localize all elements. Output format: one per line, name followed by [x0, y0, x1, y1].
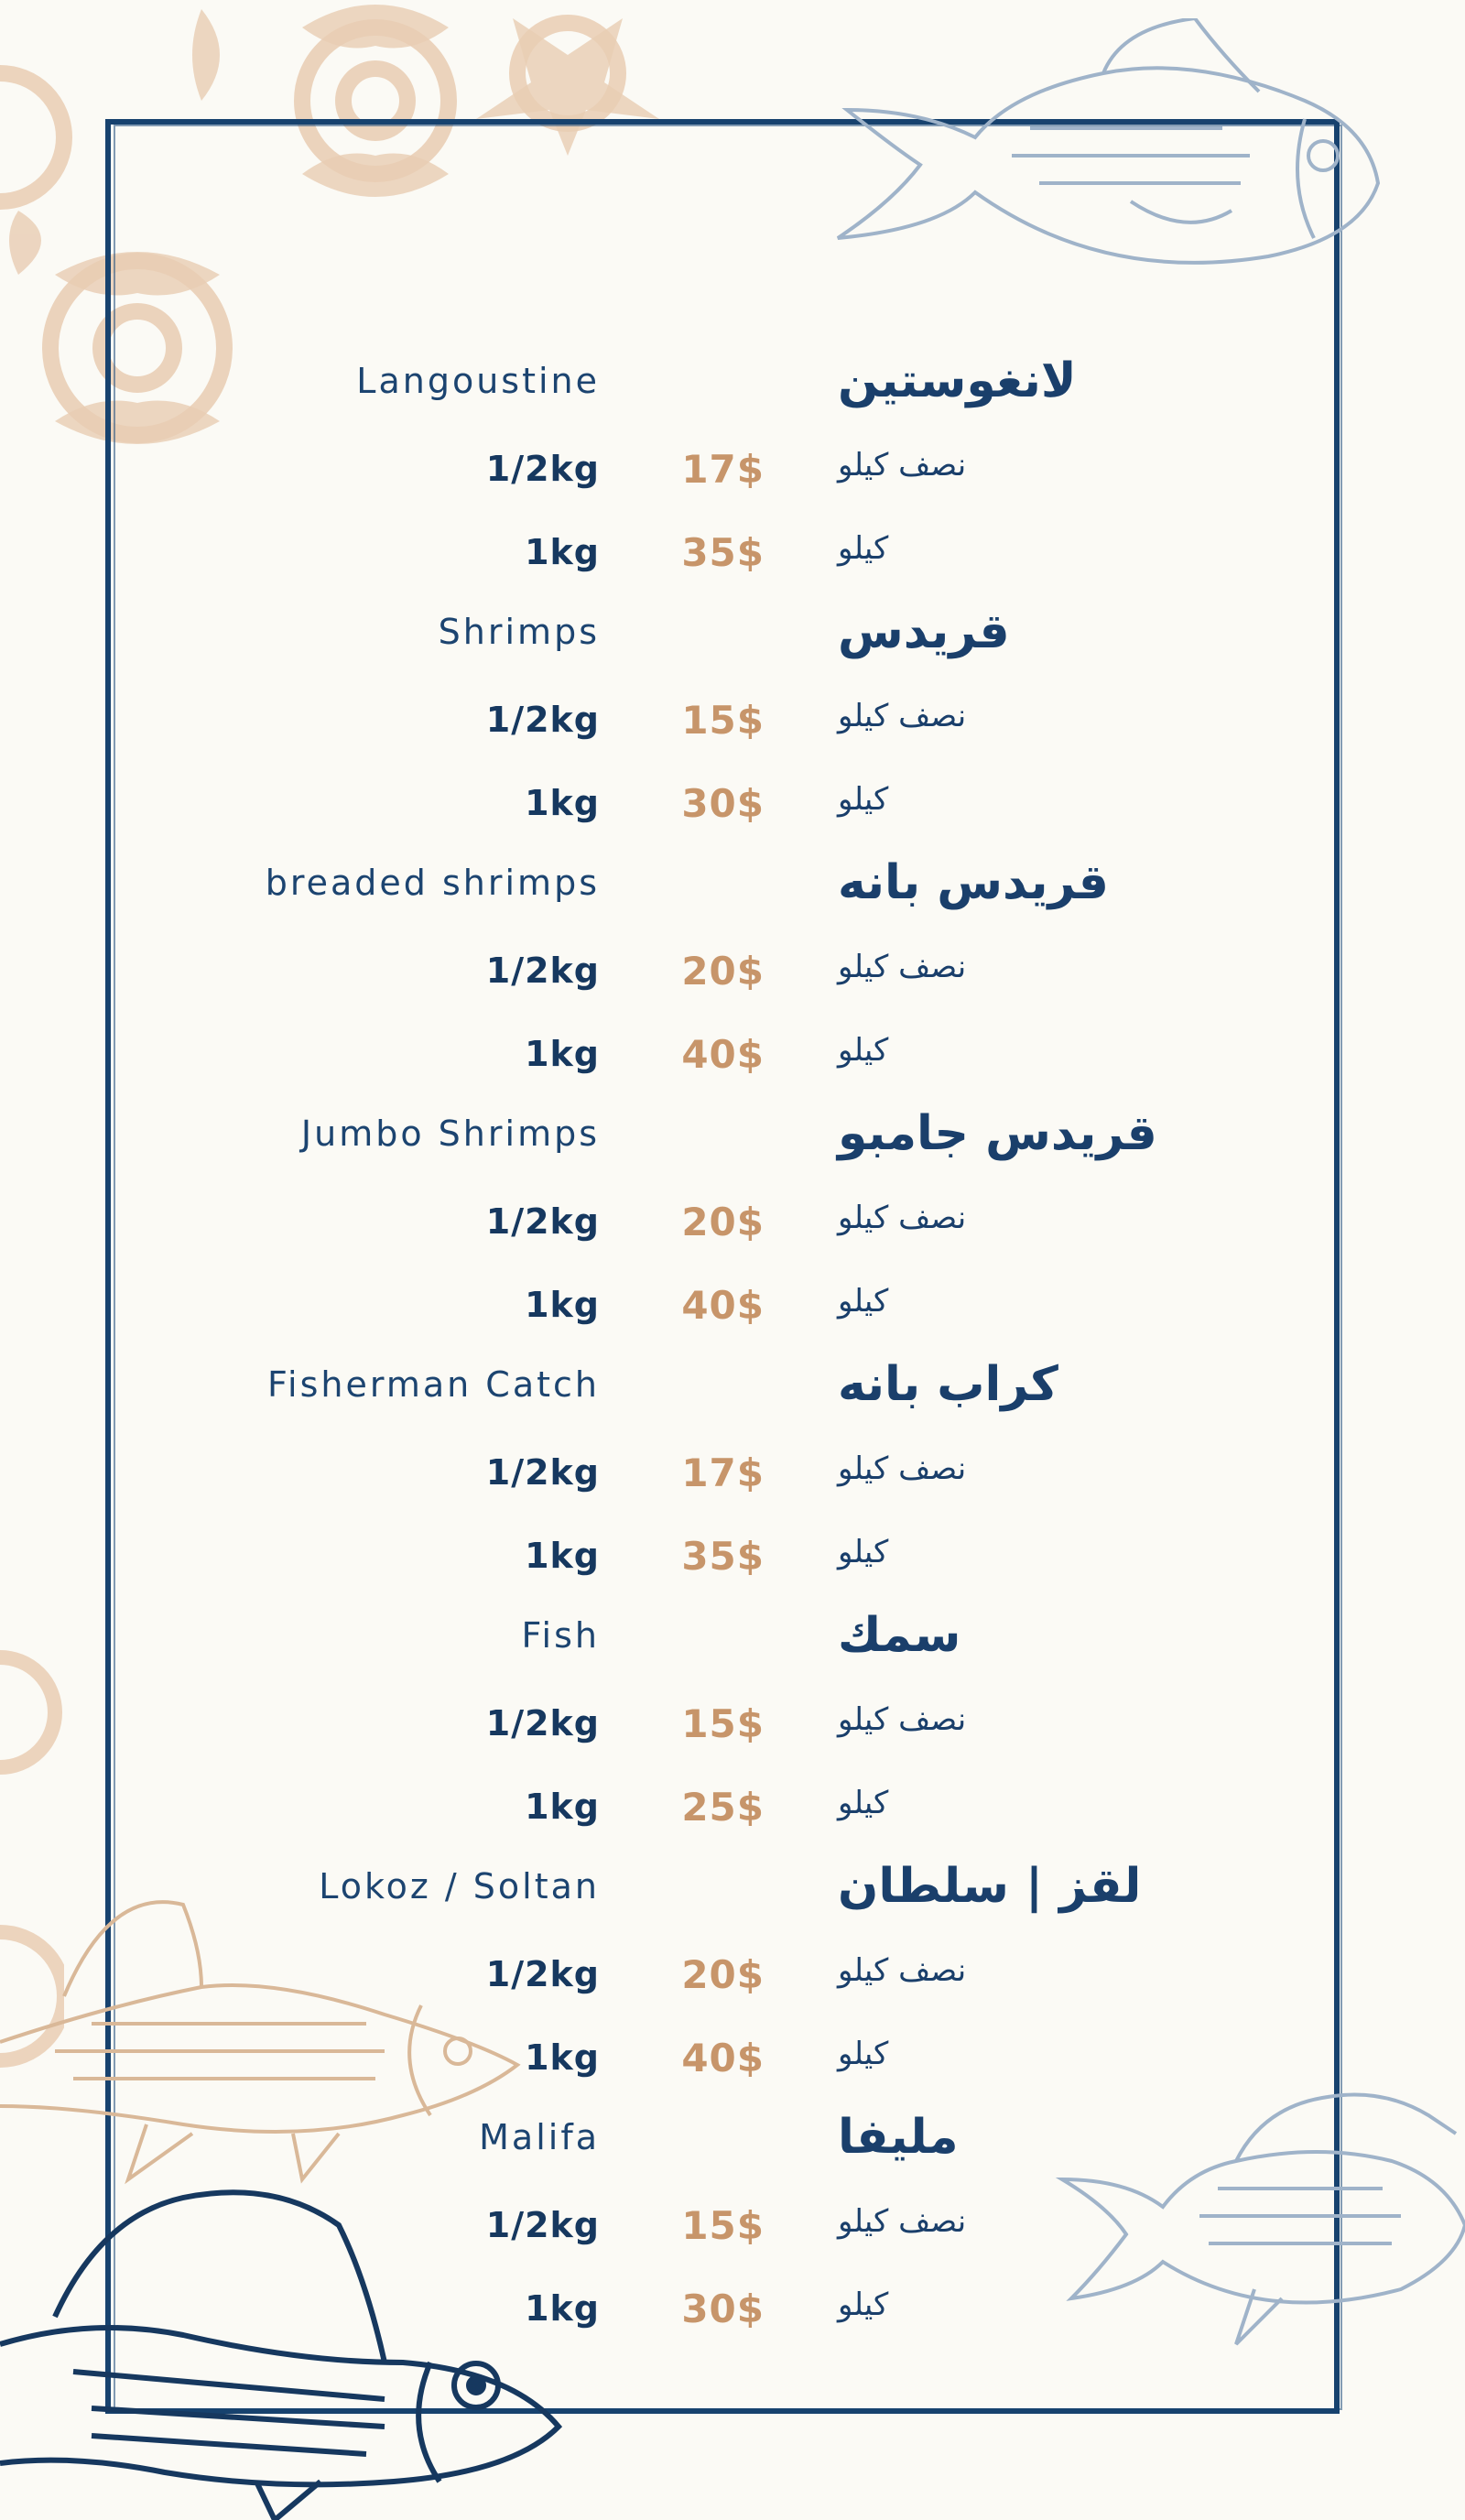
item-name-en: Fish — [521, 1615, 600, 1656]
quantity-label: 1/2kg — [485, 950, 600, 991]
quantity-label: 1/2kg — [485, 449, 600, 489]
quantity-label: 1kg — [525, 783, 600, 823]
price-row — [0, 1187, 1465, 1271]
quantity-label: 1kg — [525, 532, 600, 572]
quantity-label: 1/2kg — [485, 2205, 600, 2245]
price-label: 30$ — [681, 2286, 765, 2331]
item-name-ar: لانغوستين — [838, 353, 1077, 408]
quantity-label-ar: نصف كيلو — [838, 1952, 967, 1989]
price-label: 15$ — [681, 698, 765, 743]
quantity-label-ar: كيلو — [838, 1534, 889, 1570]
quantity-label-ar: كيلو — [838, 1283, 889, 1320]
item-name-en: breaded shrimps — [265, 863, 600, 903]
item-name-en: Langoustine — [356, 361, 600, 401]
quantity-label: 1kg — [525, 1787, 600, 1827]
price-label: 40$ — [681, 1032, 765, 1077]
price-row — [0, 1438, 1465, 1522]
price-row — [0, 936, 1465, 1020]
price-label: 20$ — [681, 1952, 765, 1997]
item-header-breaded-shrimps — [0, 850, 1465, 934]
quantity-label: 1kg — [525, 1285, 600, 1325]
item-name-ar: كراب بانه — [838, 1357, 1058, 1412]
price-row — [0, 2023, 1465, 2107]
price-label: 15$ — [681, 1701, 765, 1746]
item-name-ar: سمك — [838, 1608, 961, 1663]
quantity-label-ar: كيلو — [838, 2286, 889, 2323]
item-header-malifa — [0, 2104, 1465, 2189]
item-header-fisherman-catch — [0, 1352, 1465, 1436]
price-row — [0, 768, 1465, 853]
quantity-label: 1/2kg — [485, 1452, 600, 1493]
item-header-jumbo-shrimps — [0, 1101, 1465, 1185]
item-name-ar: قريدس بانه — [838, 855, 1109, 910]
quantity-label: 1kg — [525, 1034, 600, 1074]
price-label: 20$ — [681, 1200, 765, 1244]
price-row — [0, 1521, 1465, 1605]
item-header-shrimps — [0, 599, 1465, 683]
price-row — [0, 2190, 1465, 2275]
price-row — [0, 434, 1465, 518]
price-row — [0, 1689, 1465, 1773]
item-header-lokoz-soltan — [0, 1853, 1465, 1938]
item-name-en: Jumbo Shrimps — [300, 1113, 600, 1154]
price-label: 40$ — [681, 2036, 765, 2080]
price-label: 30$ — [681, 781, 765, 826]
quantity-label-ar: كيلو — [838, 781, 889, 818]
quantity-label-ar: نصف كيلو — [838, 698, 967, 734]
quantity-label-ar: كيلو — [838, 1785, 889, 1821]
quantity-label-ar: نصف كيلو — [838, 2203, 967, 2240]
item-header-fish — [0, 1602, 1465, 1687]
price-row — [0, 1019, 1465, 1103]
quantity-label: 1kg — [525, 1536, 600, 1576]
item-name-en: Shrimps — [438, 612, 600, 652]
price-row — [0, 1270, 1465, 1354]
price-label: 15$ — [681, 2203, 765, 2248]
price-row — [0, 517, 1465, 602]
item-name-en: Malifa — [479, 2117, 600, 2157]
item-name-ar: قريدس — [838, 604, 1010, 659]
quantity-label-ar: نصف كيلو — [838, 1701, 967, 1738]
quantity-label: 1kg — [525, 2288, 600, 2329]
item-name-ar: قريدس جامبو — [838, 1106, 1157, 1161]
price-label: 17$ — [681, 1450, 765, 1495]
quantity-label-ar: كيلو — [838, 2036, 889, 2072]
item-name-en: Fisherman Catch — [266, 1364, 600, 1405]
fish-illustration-top-right — [829, 18, 1387, 284]
quantity-label-ar: نصف كيلو — [838, 949, 967, 985]
item-header-langoustine — [0, 348, 1465, 432]
price-label: 17$ — [681, 447, 765, 492]
price-label: 20$ — [681, 949, 765, 994]
price-row — [0, 1939, 1465, 2024]
quantity-label-ar: نصف كيلو — [838, 447, 967, 483]
price-label: 35$ — [681, 530, 765, 575]
price-label: 25$ — [681, 1785, 765, 1830]
item-name-ar: لقز | سلطان — [838, 1859, 1142, 1914]
price-label: 35$ — [681, 1534, 765, 1579]
item-name-en: Lokoz / Soltan — [319, 1866, 600, 1906]
quantity-label: 1kg — [525, 2037, 600, 2078]
price-row — [0, 2274, 1465, 2358]
price-row — [0, 1772, 1465, 1856]
quantity-label: 1/2kg — [485, 1703, 600, 1743]
price-label: 40$ — [681, 1283, 765, 1328]
quantity-label: 1/2kg — [485, 1954, 600, 1994]
quantity-label-ar: كيلو — [838, 1032, 889, 1069]
quantity-label-ar: نصف كيلو — [838, 1450, 967, 1487]
quantity-label-ar: نصف كيلو — [838, 1200, 967, 1236]
quantity-label-ar: كيلو — [838, 530, 889, 567]
price-row — [0, 685, 1465, 769]
item-name-ar: مليفا — [838, 2110, 959, 2165]
quantity-label: 1/2kg — [485, 1201, 600, 1242]
quantity-label: 1/2kg — [485, 700, 600, 740]
